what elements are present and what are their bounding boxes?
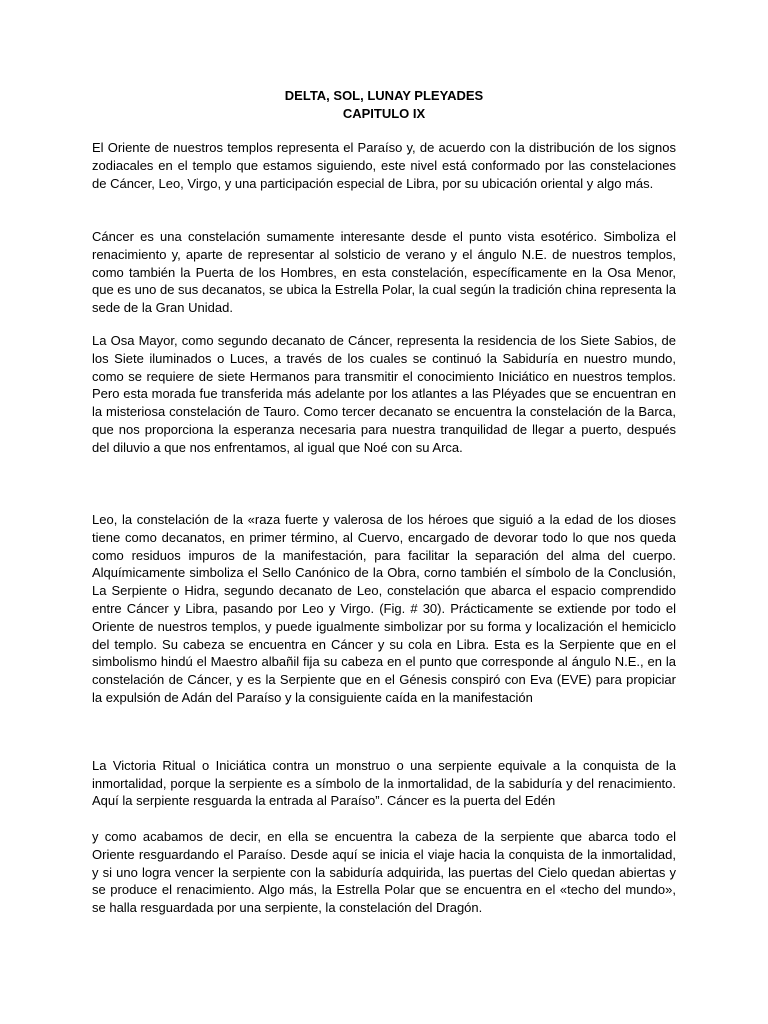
document-title: DELTA, SOL, LUNAY PLEYADES <box>284 88 484 103</box>
paragraph-victoria-ritual-part2: y como acabamos de decir, en ella se encuentra la cabeza de la serpiente que abarca todo el Oriente resguardando el Paraíso. Desde aquí se inicia el viaje hacia la conquista de la inmortalidad, y si uno logra vencer la serpiente con la sabiduría adquirida, las puertas del Cielo quedan abiertas y se produce el renacimiento. Algo más, la Estrella Polar que se encuentra en el «techo del mundo», se halla resguardada por una serpiente, la constelación del Dragón. <box>92 828 676 916</box>
paragraph-cancer: Cáncer es una constelación sumamente interesante desde el punto vista esotérico. Simboliza el renacimiento y, aparte de representar al solsticio de verano y el ángulo N.E. de nuestros templos, como también la Puerta de los Hombres, en esta constelación, específicamente en la Osa Menor, que es uno de sus decanatos, se ubica la Estrella Polar, la cual según la tradición china representa la sede de la Gran Unidad. <box>92 229 676 316</box>
paragraph-victoria-ritual-part1: La Victoria Ritual o Iniciática contra un monstruo o una serpiente equivale a la conquista de la inmortalidad, porque la serpiente es a símbolo de la inmortalidad, de la sabiduría y del renacimiento. Aquí la serpiente resguarda la entrada al Paraíso”. Cáncer es la puerta del Edén <box>92 757 676 809</box>
paragraph-leo: Leo, la constelación de la «raza fuerte y valerosa de los héroes que siguió a la edad de los dioses tiene como decanatos, en primer término, al Cuervo, encargado de devorar todo lo que nos queda como residuos impuros de la manifestación, para facilitar la separación del alma del cuerpo. Alquímicamente simboliza el Sello Canónico de la Obra, corno también el símbolo de la Conclusión, La Serpiente o Hidra, segundo decanato de Leo, constelación que abarca el espacio comprendido entre Cáncer y Libra, pasando por Leo y Virgo. (Fig. # 30). Prácticamente se extiende por todo el Oriente de nuestros templos, y puede igualmente simbolizar por su forma y localización el hemiciclo del templo. Su cabeza se encuentra en Cáncer y su cola en Libra. Esta es la Serpiente que en el simbolismo hindú el Maestro albañil fija su cabeza en el punto que corresponde al ángulo N.E., en la constelación de Cáncer, y es la Serpiente que en el Génesis conspiró con Eva (EVE) para propiciar la expulsión de Adán del Paraíso y la consiguiente caída en la manifestación <box>92 512 676 705</box>
paragraph-oriente: El Oriente de nuestros templos representa el Paraíso y, de acuerdo con la distribución de los signos zodiacales en el templo que estamos siguiendo, este nivel está conformado por las constelaciones de Cáncer, Leo, Virgo, y una participación especial de Libra, por su ubicación oriental y algo más. <box>92 140 676 191</box>
chapter-subtitle: CAPITULO IX <box>342 106 426 121</box>
paragraph-osa-mayor: La Osa Mayor, como segundo decanato de Cáncer, representa la residencia de los Siete Sabios, de los Siete iluminados o Luces, a través de los cuales se continuó la Sabiduría en nuestro mundo, como se requiere de siete Hermanos para transmitir el conocimiento Iniciático en nuestros templos. Pero esta morada fue transferida más adelante por los atlantes a las Pléyades que se encuentran en la misteriosa constelación de Tauro. Como tercer decanato se encuentra la constelación de la Barca, que nos proporciona la esperanza necesaria para nuestra tranquilidad de llegar a puerto, después del diluvio a que nos enfrentamos, al igual que Noé con su Arca. <box>92 333 676 455</box>
paragraph-victoria-ritual <box>92 739 676 935</box>
